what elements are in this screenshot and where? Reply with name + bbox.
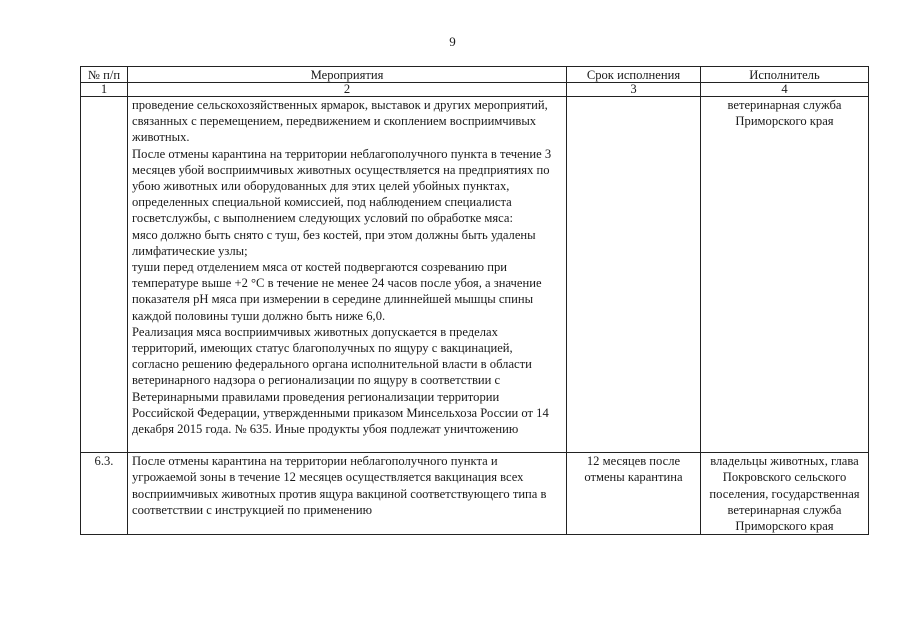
header-deadline: Срок исполнения: [567, 67, 701, 83]
measure-paragraph: После отмены карантина на территории неблагополучного пункта и угрожаемой зоны в течение 12 месяцев осуществляется вакцинация всех восприимчивых животных против ящура вакциной соответствующего типа в соответствии с инструкцией по применению: [132, 454, 547, 517]
row-measures: [128, 97, 567, 453]
table-row: [81, 453, 869, 535]
column-number: 1: [81, 83, 128, 97]
measures-table: [80, 66, 869, 535]
page-number: 9: [449, 34, 456, 49]
measure-paragraph: проведение сельскохозяйственных ярмарок, выставок и других мероприятий, связанных с перемещением, передвижением и скоплением восприимчивых животных.: [132, 98, 548, 145]
row-deadline: [567, 97, 701, 453]
row-num: 6.3.: [81, 453, 128, 535]
column-number: 3: [567, 83, 701, 97]
column-number: 2: [128, 83, 567, 97]
header-measures: Мероприятия: [128, 67, 567, 83]
row-executor: ветеринарная служба Приморского края: [701, 97, 869, 453]
header-executor: Исполнитель: [701, 67, 869, 83]
row-measures: [128, 453, 567, 535]
row-num: [81, 97, 128, 453]
measure-paragraph: мясо должно быть снято с туш, без костей, при этом должны быть удалены лимфатические узлы;: [132, 227, 536, 258]
measure-paragraph: туши перед отделением мяса от костей подвергаются созреванию при температуре выше +2 °С в течение не менее 24 часов после убоя, а значение показателя pH мяса при измерении в середине длиннейшей мышцы спины каждой половины туши должно быть ниже 6,0.: [132, 260, 542, 323]
header-row: [81, 67, 869, 83]
header-num: № п/п: [81, 67, 128, 83]
row-deadline: 12 месяцев после отмены карантина: [567, 453, 701, 535]
row-executor: владельцы животных, глава Покровского сельского поселения, государственная ветеринарная служба Приморского края: [701, 453, 869, 535]
column-number-row: [81, 83, 869, 97]
measure-paragraph: Реализация мяса восприимчивых животных допускается в пределах территорий, имеющих статус благополучных по ящуру с вакцинацией, согласно решению федерального органа исполнительной власти в области ветеринарного надзора о регионализации по ящуру в соответствии с Ветеринарными правилами проведения регионализации территории Российской Федерации, утвержденными приказом Минсельхоза России от 14 декабря 2015 года. № 635. Иные продукты убоя подлежат уничтожению: [132, 324, 549, 437]
measure-paragraph: После отмены карантина на территории неблагополучного пункта в течение 3 месяцев убой восприимчивых животных осуществляется на предприятиях по убою животных или оборудованных для этих целей убойных пунктах, определенных специальной комиссией, под наблюдением специалиста госветслужбы, с выполнением следующих условий по обработке мяса:: [132, 146, 552, 226]
table-row: [81, 97, 869, 453]
column-number: 4: [701, 83, 869, 97]
